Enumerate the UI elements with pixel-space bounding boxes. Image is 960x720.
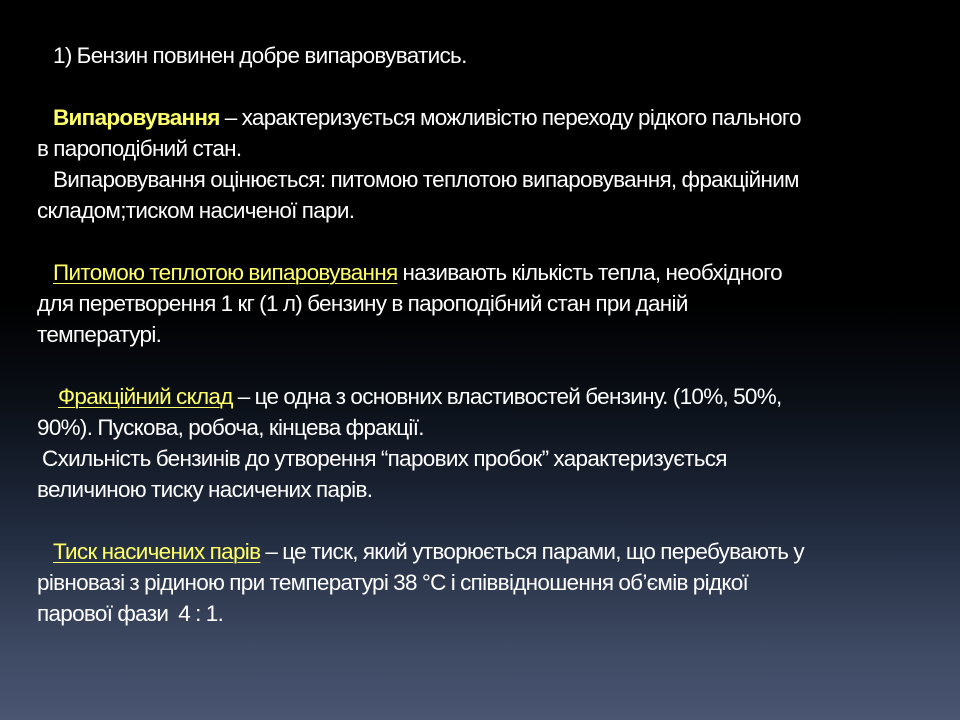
heat-definition-line: Питомою теплотою випаровування називають кількість тепла, необхідного (53, 260, 782, 285)
evaporation-line-2: в пароподібний стан. (37, 136, 242, 161)
term-heat-of-evaporation[interactable]: Питомою теплотою випаровування (53, 260, 398, 285)
pressure-definition-line: Тиск насичених парів – це тиск, який утворюється парами, що перебувають у (53, 539, 804, 564)
heat-line-2: для перетворення 1 кг (1 л) бензину в пароподібний стан при даній (37, 291, 688, 316)
fraction-line-4: величиною тиску насичених парів. (37, 477, 373, 502)
pressure-line-3: парової фази 4 : 1. (37, 601, 224, 626)
term-saturated-vapor-pressure[interactable]: Тиск насичених парів (53, 539, 261, 564)
fraction-definition-line: Фракційний склад – це одна з основних властивостей бензину. (10%, 50%, (58, 384, 782, 409)
fraction-line-2: 90%). Пускова, робоча, кінцева фракції. (37, 415, 424, 440)
evaporation-definition-line: Випаровування – характеризується можливістю переходу рідкого пального (53, 105, 801, 130)
pressure-line-2: рівновазі з рідиною при температурі 38 °С і співвідношення об’ємів рідкої (37, 570, 749, 595)
heat-line-3: температурі. (37, 322, 162, 347)
evaporation-line-4: складом;тиском насиченої пари. (37, 198, 355, 223)
heading: 1) Бензин повинен добре випаровуватись. (53, 43, 467, 68)
evaporation-line-3: Випаровування оцінюється: питомою теплотою випаровування, фракційним (53, 167, 799, 192)
term-evaporation: Випаровування (53, 105, 220, 130)
slide-body (37, 40, 927, 629)
fraction-line-3: Схильність бензинів до утворення “парових пробок” характеризується (37, 446, 727, 471)
term-fractional-composition[interactable]: Фракційний склад (58, 384, 233, 409)
